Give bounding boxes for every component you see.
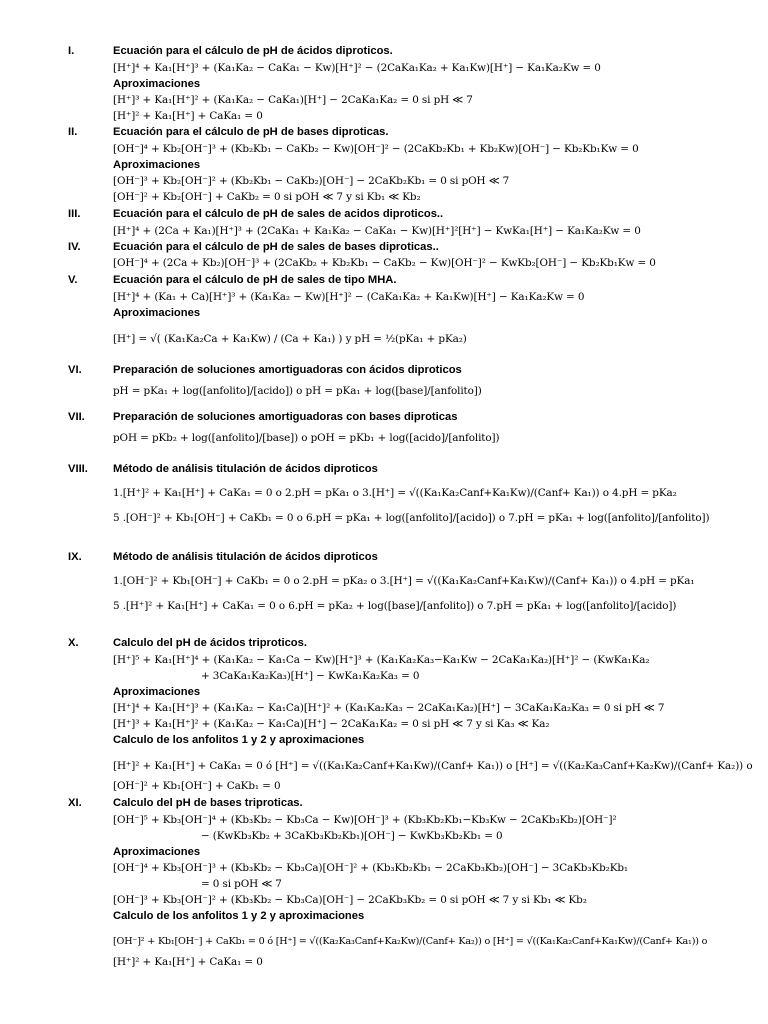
section-heading: Ecuación para el cálculo de pH de ácidos diproticos. [113,45,393,57]
equation-line: [H⁺]² + Ka₁[H⁺] + CaKa₁ = 0 [113,110,263,122]
section-heading: Preparación de soluciones amortiguadoras con ácidos diproticos [113,364,462,376]
equation-line: 1.[H⁺]² + Ka₁[H⁺] + CaKa₁ = 0 o 2.pH = pKa₁ o 3.[H⁺] = √((Ka₁Ka₂Canf+Ka₁Kw)/(Canf+ Ka₁)) o 4.pH = pKa₂ [113,487,677,499]
subheading: Calculo de los anfolitos 1 y 2 y aproximaciones [113,734,365,746]
equation-line: [OH⁻]⁴ + Kb₂[OH⁻]³ + (Kb₂Kb₁ − CaKb₂ − Kw)[OH⁻]² − (2CaKb₂Kb₁ + Kb₂Kw)[OH⁻] − Kb₂Kb₁Kw = 0 [113,143,639,155]
section-heading: Preparación de soluciones amortiguadoras con bases diproticas [113,411,458,423]
subheading: Aproximaciones [113,846,201,858]
equation-line: [H⁺]² + Ka₁[H⁺] + CaKa₁ = 0 [113,956,263,968]
section-number: III. [68,208,81,220]
section-number: XI. [68,797,82,809]
section-heading: Ecuación para el cálculo de pH de sales de tipo MHA. [113,274,397,286]
subheading: Aproximaciones [113,159,201,171]
equation-line: [H⁺]³ + Ka₁[H⁺]² + (Ka₁Ka₂ − Ka₁Ca)[H⁺] − 2CaKa₁Ka₂ = 0 si pH ≪ 7 y si Ka₃ ≪ Ka₂ [113,718,550,730]
equation-line: [H⁺]⁴ + (2Ca + Ka₁)[H⁺]³ + (2CaKa₁ + Ka₁Ka₂ − CaKa₁ − Kw)[H⁺]²[H⁺] − KwKa₁[H⁺] − Ka₁Ka₂Kw = 0 [113,225,641,237]
section-number: V. [68,274,78,286]
equation-line: pOH = pKb₂ + log([anfolito]/[base]) o pOH = pKb₁ + log([acido]/[anfolito]) [113,432,500,444]
section-number: IV. [68,241,81,253]
equation-line: [H⁺] = √( (Ka₁Ka₂Ca + Ka₁Kw) / (Ca + Ka₁) ) y pH = ½(pKa₁ + pKa₂) [113,333,467,345]
subheading: Aproximaciones [113,686,201,698]
section-heading: Calculo del pH de bases triproticas. [113,797,303,809]
equation-line: [OH⁻]² + Kb₁[OH⁻] + CaKb₁ = 0 ó [H⁺] = √((Ka₂Ka₃Canf+Ka₂Kw)/(Canf+ Ka₂)) o [H⁺] = √((Ka₁Ka₂Canf+Ka₁Kw)/(Canf+ Ka₁)) o [113,936,708,947]
section-heading: Calculo del pH de ácidos triproticos. [113,637,307,649]
section-heading: Ecuación para el cálculo de pH de sales de acidos diproticos.. [113,208,444,220]
subheading: Aproximaciones [113,307,201,319]
section-number: II. [68,126,78,138]
equation-line: [OH⁻]⁴ + (2Ca + Kb₂)[OH⁻]³ + (2CaKb₂ + Kb₂Kb₁ − CaKb₂ − Kw)[OH⁻]² − KwKb₂[OH⁻] − Kb₂Kb₁Kw = 0 [113,257,656,269]
section-number: IX. [68,551,82,563]
section-number: I. [68,45,75,57]
section-number: X. [68,637,79,649]
equation-line: = 0 si pOH ≪ 7 [201,878,282,890]
equation-line: [H⁺]⁴ + (Ka₁ + Ca)[H⁺]³ + (Ka₁Ka₂ − Kw)[H⁺]² − (CaKa₁Ka₂ + Ka₁Kw)[H⁺] − Ka₁Ka₂Kw = 0 [113,291,585,303]
section-number: VII. [68,411,85,423]
equation-line: [OH⁻]³ + Kb₃[OH⁻]² + (Kb₃Kb₂ − Kb₃Ca)[OH⁻] − 2CaKb₃Kb₂ = 0 si pOH ≪ 7 y si Kb₁ ≪ Kb₂ [113,894,587,906]
equation-line: [OH⁻]³ + Kb₂[OH⁻]² + (Kb₂Kb₁ − CaKb₂)[OH⁻] − 2CaKb₂Kb₁ = 0 si pOH ≪ 7 [113,175,510,187]
equation-line: pH = pKa₁ + log([anfolito]/[acido]) o pH = pKa₁ + log([base]/[anfolito]) [113,385,482,397]
subheading: Calculo de los anfolitos 1 y 2 y aproximaciones [113,910,365,922]
equation-line: [OH⁻]⁵ + Kb₃[OH⁻]⁴ + (Kb₃Kb₂ − Kb₃Ca − Kw)[OH⁻]³ + (Kb₃Kb₂Kb₁−Kb₃Kw − 2CaKb₃Kb₂)[OH⁻]² [113,814,617,826]
subheading: Aproximaciones [113,78,201,90]
equation-line: − (KwKb₃Kb₂ + 3CaKb₃Kb₂Kb₁)[OH⁻] − KwKb₃Kb₂Kb₁ = 0 [201,830,503,842]
equation-line: [H⁺]⁵ + Ka₁[H⁺]⁴ + (Ka₁Ka₂ − Ka₁Ca − Kw)[H⁺]³ + (Ka₁Ka₂Ka₃−Ka₁Kw − 2CaKa₁Ka₂)[H⁺]² − (KwKa₁Ka₂ [113,654,650,666]
section-number: VIII. [68,463,88,475]
equation-line: [OH⁻]⁴ + Kb₃[OH⁻]³ + (Kb₃Kb₂ − Kb₃Ca)[OH⁻]² + (Kb₃Kb₂Kb₁ − 2CaKb₃Kb₂)[OH⁻] − 3CaKb₃Kb₂Kb₁ [113,862,628,874]
equation-line: [OH⁻]² + Kb₁[OH⁻] + CaKb₁ = 0 [113,780,281,792]
equation-line: 5 .[OH⁻]² + Kb₁[OH⁻] + CaKb₁ = 0 o 6.pH = pKa₁ + log([anfolito]/[acido]) o 7.pH = pKa₁ + log([anfolito]/[anfolito]) [113,512,710,524]
section-heading: Ecuación para el cálculo de pH de bases diproticas. [113,126,389,138]
equation-line: 1.[OH⁻]² + Kb₁[OH⁻] + CaKb₁ = 0 o 2.pH = pKa₂ o 3.[H⁺] = √((Ka₁Ka₂Canf+Ka₁Kw)/(Canf+ Ka₁)) o 4.pH = pKa₁ [113,575,695,587]
equation-line: 5 .[H⁺]² + Ka₁[H⁺] + CaKa₁ = 0 o 6.pH = pKa₂ + log([base]/[anfolito]) o 7.pH = pKa₁ + log([anfolito]/[acido]) [113,600,677,612]
section-heading: Método de análisis titulación de ácidos diproticos [113,463,378,475]
equation-line: [H⁺]⁴ + Ka₁[H⁺]³ + (Ka₁Ka₂ − Ka₁Ca)[H⁺]² + (Ka₁Ka₂Ka₃ − 2CaKa₁Ka₂)[H⁺] − 3CaKa₁Ka₂Ka₃ = 0 si pH ≪ 7 [113,702,665,714]
equation-line: [H⁺]⁴ + Ka₁[H⁺]³ + (Ka₁Ka₂ − CaKa₁ − Kw)[H⁺]² − (2CaKa₁Ka₂ + Ka₁Kw)[H⁺] − Ka₁Ka₂Kw = 0 [113,62,601,74]
section-number: VI. [68,364,82,376]
section-heading: Método de análisis titulación de ácidos diproticos [113,551,378,563]
section-heading: Ecuación para el cálculo de pH de sales de bases diproticas.. [113,241,439,253]
equation-line: [H⁺]² + Ka₁[H⁺] + CaKa₁ = 0 ó [H⁺] = √((Ka₁Ka₂Canf+Ka₁Kw)/(Canf+ Ka₁)) o [H⁺] = √((Ka₂Ka₃Canf+Ka₂Kw)/(Canf+ Ka₂)) o [113,760,753,772]
equation-line: [H⁺]³ + Ka₁[H⁺]² + (Ka₁Ka₂ − CaKa₁)[H⁺] − 2CaKa₁Ka₂ = 0 si pH ≪ 7 [113,94,473,106]
equation-line: + 3CaKa₁Ka₂Ka₃)[H⁺] − KwKa₁Ka₂Ka₃ = 0 [201,670,420,682]
equation-line: [OH⁻]² + Kb₂[OH⁻] + CaKb₂ = 0 si pOH ≪ 7 y si Kb₁ ≪ Kb₂ [113,191,421,203]
